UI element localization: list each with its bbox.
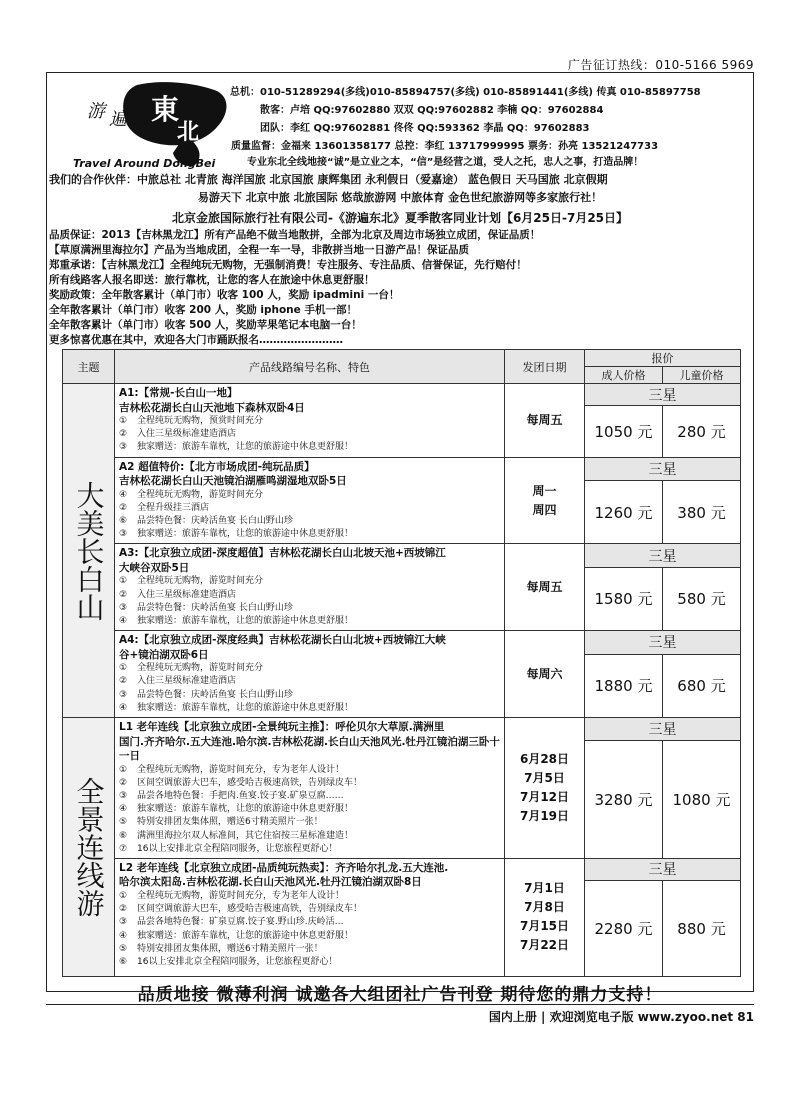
- star-a4: 三星: [585, 631, 741, 654]
- header-date: 发团日期: [505, 350, 585, 384]
- header-theme: 主题: [63, 350, 115, 384]
- route-table: [62, 349, 741, 977]
- adult-price-l2: 2280 元: [585, 880, 663, 976]
- contact-individual: 散客：卢培 QQ:97602880 双双 QQ:97602882 李楠 QQ：97602884: [260, 105, 604, 116]
- date-l2: 7月1日 7月8日 7月15日 7月22日: [505, 858, 585, 976]
- date-a2: 周一 周四: [505, 457, 585, 544]
- company-motto: 专业东北全线地接“诚”是立业之本，“信”是经营之道，受人之托，忠人之事，打造品牌！: [247, 157, 644, 168]
- date-a1: 每周五: [505, 384, 585, 458]
- page-footer: 国内上册 | 欢迎浏览电子版 www.zyoo.net 81: [488, 1010, 754, 1024]
- info-line: 品质保证：2013【吉林黑龙江】所有产品绝不做当地散拼，全部为北京及周边市场独立成团，保证品质！: [49, 229, 541, 241]
- child-price-a2: 380 元: [663, 480, 741, 544]
- plan-title: 北京金旅国际旅行社有限公司-《游遍东北》夏季散客同业计划【6月25日-7月25日】: [171, 211, 629, 225]
- route-l1: L1 老年连线【北京独立成团-全景纯玩主推】：呼伦贝尔大草原.满洲里 国门.齐齐哈尔.五大连池.哈尔滨.吉林松花湖.长白山天池风光.牡丹江镜泊湖三卧十一日 ① 全程纯玩无购物，游览时间充分，专为老年人设计！ ② 区间空调旅游大巴车，感受哈吉极速高铁，告别绿皮车！ ③ 品尝各地特色餐：手把肉.鱼宴.饺子宴.矿泉豆腐…… ④ 独家赠送：旅游车靠枕，让您的旅游途中休息更舒服！ ⑤ 特别安排团友集体照，赠送6寸精美照片一张！ ⑥ 满洲里海拉尔双人标准间，其它住宿按三星标准建造！ ⑦ 16以上安排北京全程陪同服务，让您旅程更舒心！: [115, 718, 505, 859]
- logo-char: 東: [151, 93, 180, 126]
- logo-text: Travel Around DongBei: [73, 157, 216, 170]
- star-l2: 三星: [585, 858, 741, 880]
- date-a3: 每周五: [505, 544, 585, 631]
- info-line: 【草原满洲里海拉尔】产品为当地成团，全程一车一导，非散拼当地一日游产品！保证品质: [49, 244, 469, 256]
- partners-line-2: 易游天下 北京中旅 北旅国际 悠哉旅游网 中旅体育 金色世纪旅游网等多家旅行社！: [197, 191, 603, 204]
- adult-price-a3: 1580 元: [585, 567, 663, 631]
- bottom-slogan: 品质地接 微薄利润 诚邀各大组团社广告刊登 期待您的鼎力支持！: [137, 985, 663, 1005]
- theme-panorama: 全景连线游: [63, 718, 115, 977]
- logo-char: 遍: [109, 109, 127, 130]
- child-price-l1: 1080 元: [663, 741, 741, 859]
- header-price: 报价: [585, 350, 741, 367]
- logo-char: 游: [87, 101, 105, 122]
- info-line: 所有线路客人报名即送：旅行靠枕，让您的客人在旅途中休息更舒服！: [49, 274, 375, 286]
- star-a2: 三星: [585, 457, 741, 480]
- info-line: 全年散客累计（单门市）收客 200 人，奖励 iphone 手机一部！: [49, 304, 357, 316]
- info-line: 更多惊喜优惠在其中，欢迎各大门市踊跃报名……………………: [49, 334, 343, 346]
- adult-price-l1: 3280 元: [585, 741, 663, 859]
- footer-divider: [46, 1004, 754, 1005]
- ad-hotline: 广告征订热线：010-5166 5969: [567, 58, 754, 72]
- contact-group: 团队：李红 QQ:97602881 佟佟 QQ:593362 李晶 QQ：97602883: [260, 123, 590, 134]
- contact-quality: 质量监督：金福来 13601358177 总控：李红 13717999995 票务：孙亮 13521247733: [231, 141, 659, 152]
- child-price-a3: 580 元: [663, 567, 741, 631]
- child-price-a1: 280 元: [663, 406, 741, 457]
- route-a1: A1:【常规-长白山一地】 吉林松花湖长白山天池地下森林双卧4日 ① 全程纯玩无购物，预赏时间充分 ② 入住三星级标准建造酒店 ③ 独家赠送：旅游车靠枕，让您的旅游途中休息更舒服！: [115, 384, 505, 458]
- company-logo: [67, 77, 253, 173]
- page-frame: [46, 72, 754, 992]
- star-a3: 三星: [585, 544, 741, 567]
- partners-line-1: 我们的合作伙伴：中旅总社 北青旅 海洋国旅 北京国旅 康辉集团 永利假日（爱嘉途） 蓝色假日 天马国旅 北京假期: [49, 173, 608, 186]
- child-price-l2: 880 元: [663, 880, 741, 976]
- star-l1: 三星: [585, 718, 741, 741]
- header-route: 产品线路编号名称、特色: [115, 350, 505, 384]
- route-a4: A4:【北京独立成团-深度经典】吉林松花湖长白山北坡+西坡锦江大峡 谷+镜泊湖双卧6日 ① 全程纯玩无购物，游览时间充分 ② 入住三星级标准建造酒店 ③ 品尝特色餐：庆岭活鱼宴 长白山野山珍 ④ 独家赠送：旅游车靠枕，让您的旅游途中休息更舒服！: [115, 631, 505, 718]
- route-l2: L2 老年连线【北京独立成团-品质纯玩热卖】：齐齐哈尔扎龙.五大连池. 哈尔滨太阳岛.吉林松花湖.长白山天池风光.牡丹江镜泊湖双卧8日 ① 全程纯玩无购物，游览时间充分，专为老年人设计！ ② 区间空调旅游大巴车，感受哈吉极速高铁，告别绿皮车！ ③ 品尝各地特色餐：矿泉豆腐.饺子宴.野山珍.庆岭活… ④ 独家赠送：旅游车靠枕，让您的旅游途中休息更舒服！ ⑤ 特别安排团友集体照，赠送6寸精美照片一张！ ⑥ 16以上安排北京全程陪同服务，让您旅程更舒心！: [115, 858, 505, 976]
- star-a1: 三星: [585, 384, 741, 406]
- adult-price-a4: 1880 元: [585, 654, 663, 718]
- info-line: 全年散客累计（单门市）收客 500 人，奖励苹果笔记本电脑一台！: [49, 319, 362, 331]
- logo-char: 北: [177, 119, 200, 145]
- adult-price-a1: 1050 元: [585, 406, 663, 457]
- info-line: 奖励政策：全年散客累计（单门市）收客 100 人，奖励 ipadmini 一台！: [49, 289, 400, 301]
- contact-main: 总机：010-51289294(多线)010-85894757(多线) 010-85891441(多线) 传真 010-85897758: [230, 87, 701, 98]
- info-line: 郑重承诺：【吉林黑龙江】全程纯玩无购物，无强制消费！专注服务、专注品质、信誉保证，先行赔付！: [49, 259, 527, 271]
- route-a2: A2 超值特价:【北方市场成团-纯玩品质】 吉林松花湖长白山天池镜泊湖雁鸣湖湿地双卧5日 ④ 全程纯玩无购物，游览时间充分 ② 全程升级挂三酒店 ⑥ 品尝特色餐：庆岭活鱼宴 长白山野山珍 ③ 独家赠送：旅游车靠枕，让您的旅游途中休息更舒服！: [115, 457, 505, 544]
- header-adult: 成人价格: [585, 367, 663, 384]
- child-price-a4: 680 元: [663, 654, 741, 718]
- date-a4: 每周六: [505, 631, 585, 718]
- header-child: 儿童价格: [663, 367, 741, 384]
- adult-price-a2: 1260 元: [585, 480, 663, 544]
- theme-changbai: 大美长白山: [63, 384, 115, 718]
- date-l1: 6月28日 7月5日 7月12日 7月19日: [505, 718, 585, 859]
- route-a3: A3:【北京独立成团-深度超值】吉林松花湖长白山北坡天池+西坡锦江 大峡谷双卧5日 ① 全程纯玩无购物，游览时间充分 ② 入住三星级标准建造酒店 ③ 品尝特色餐：庆岭活鱼宴 长白山野山珍 ④ 独家赠送：旅游车靠枕，让您的旅游途中休息更舒服！: [115, 544, 505, 631]
